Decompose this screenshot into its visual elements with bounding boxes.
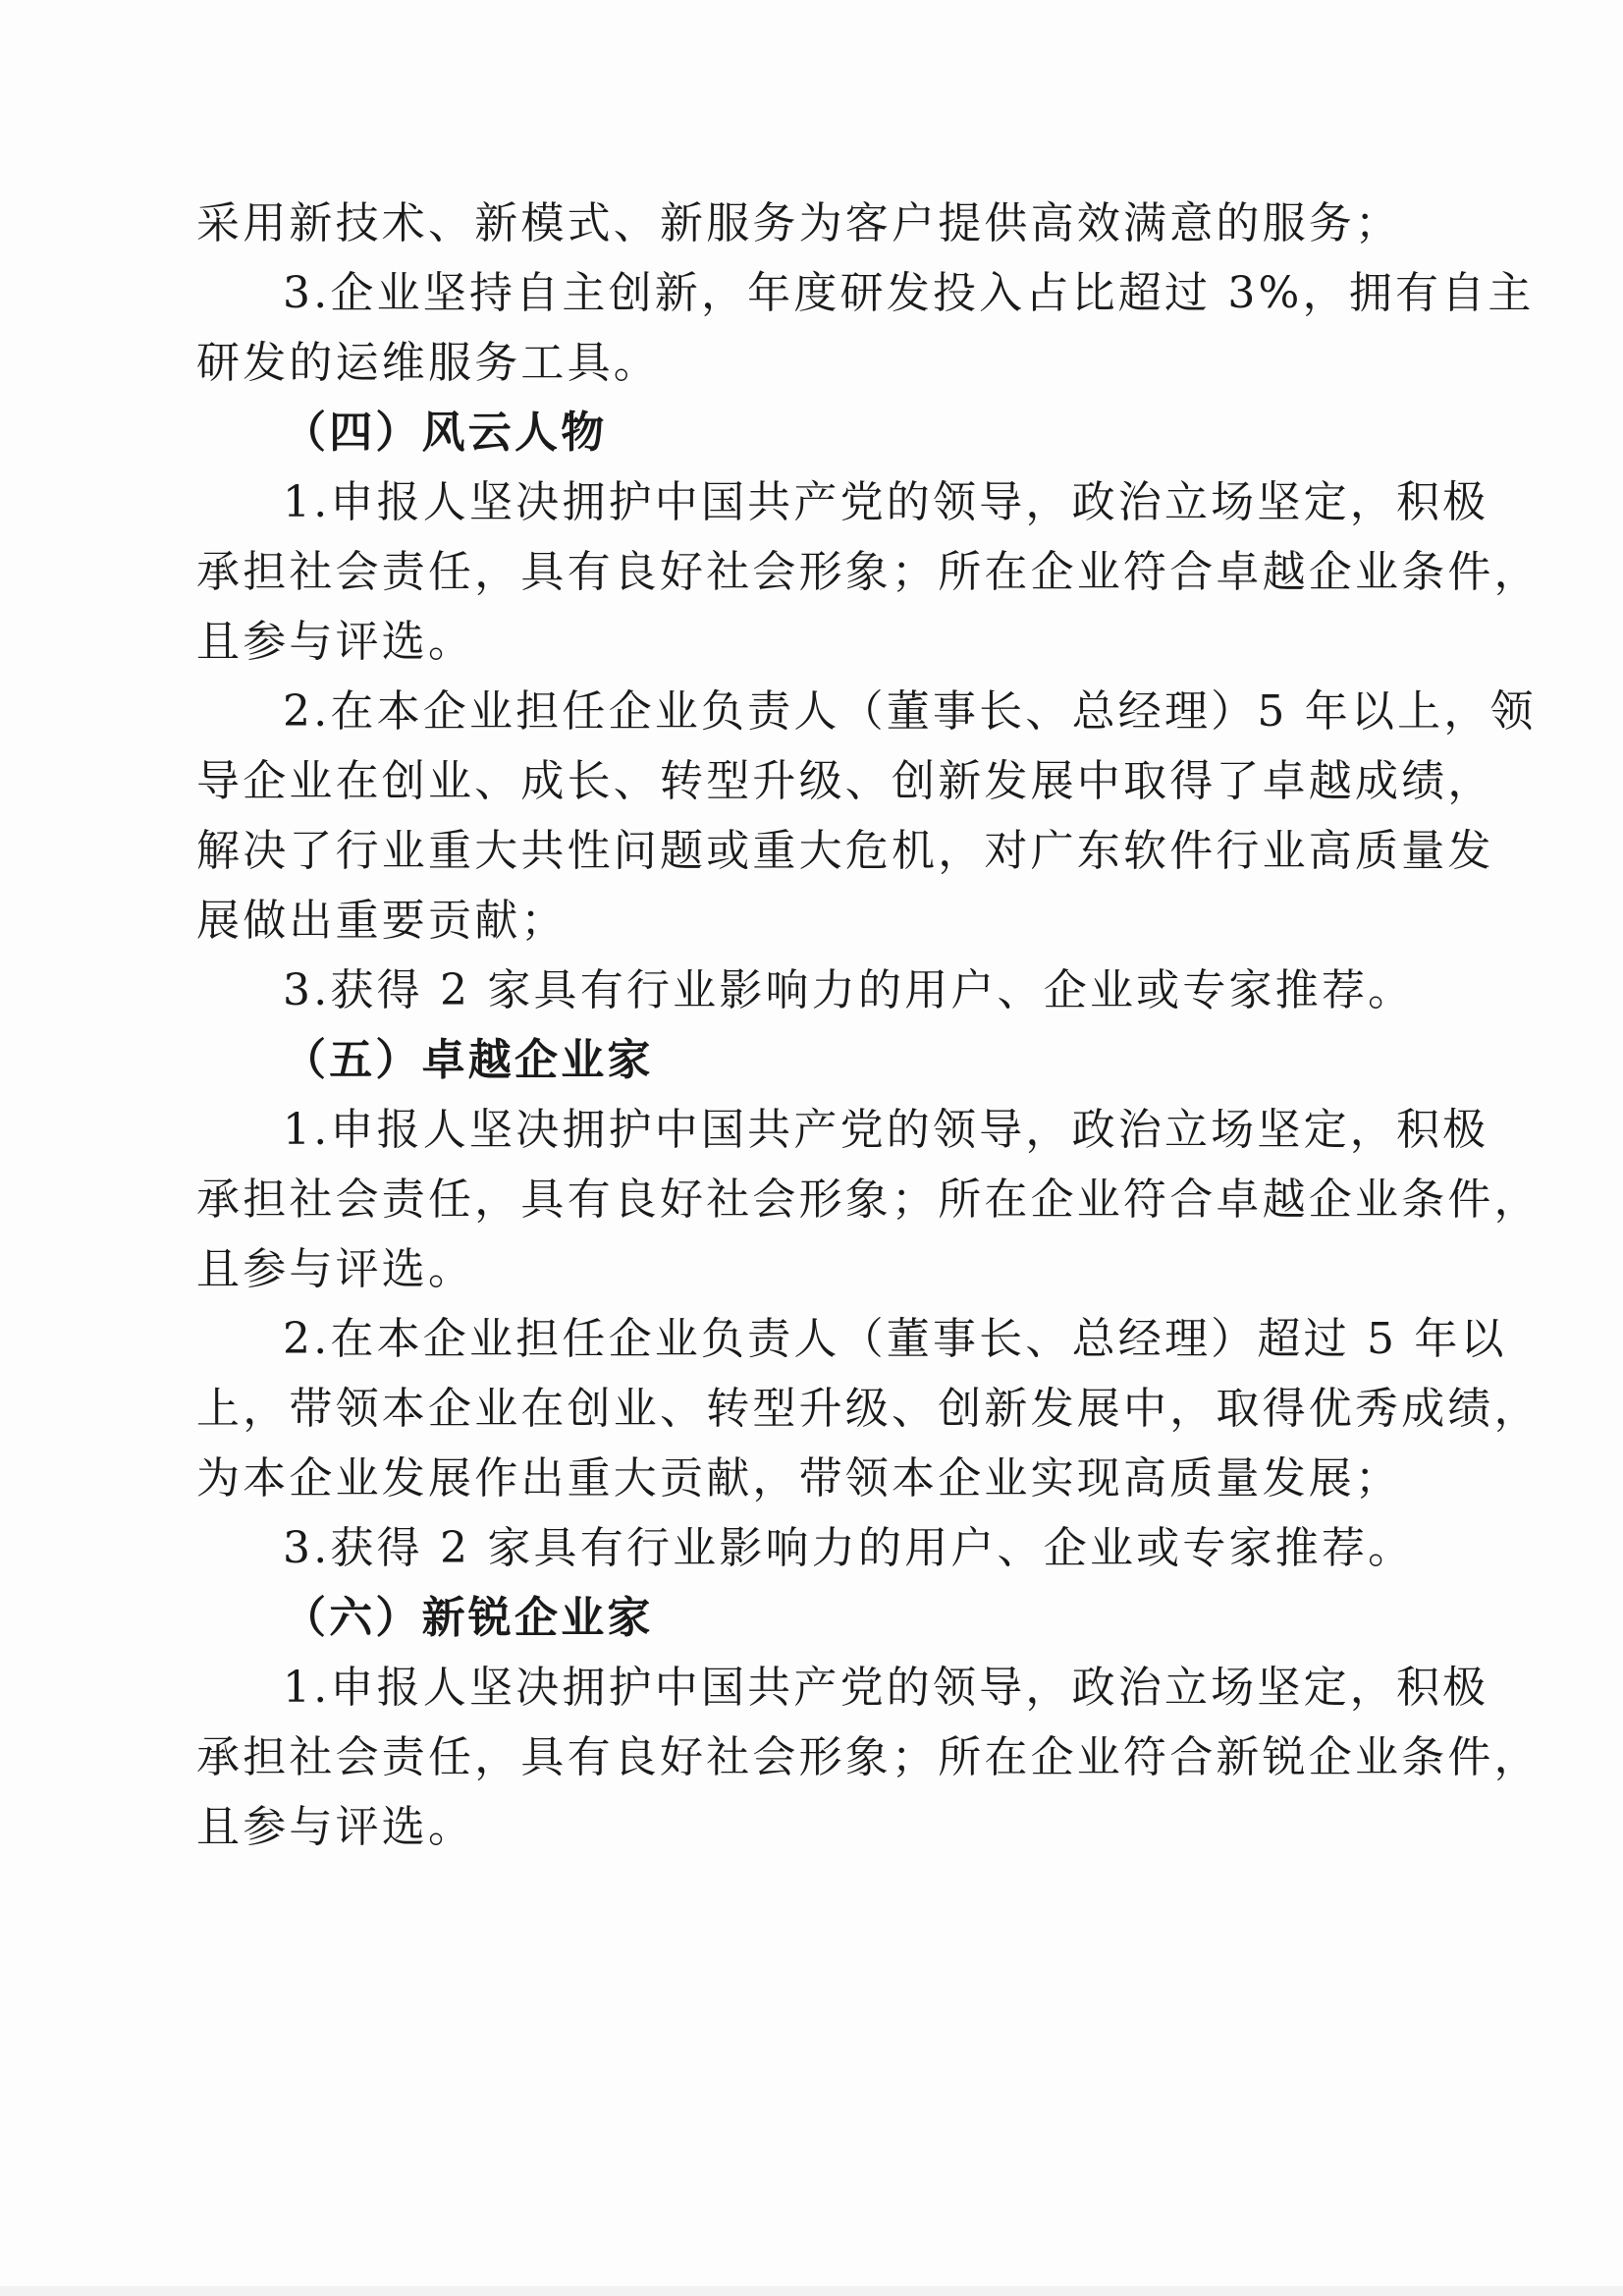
text-line: 承担社会责任，具有良好社会形象；所在企业符合新锐企业条件， [196, 1732, 1541, 1782]
text-line: 2.在本企业担任企业负责人（董事长、总经理）超过 5 年以 [283, 1314, 1507, 1364]
text-line: 解决了行业重大共性问题或重大危机，对广东软件行业高质量发 [196, 826, 1494, 876]
text-line: 1.申报人坚决拥护中国共产党的领导，政治立场坚定，积极 [283, 1105, 1489, 1155]
section-heading: （六）新锐企业家 [283, 1593, 654, 1643]
text-line: 1.申报人坚决拥护中国共产党的领导，政治立场坚定，积极 [283, 1663, 1489, 1713]
text-line: 为本企业发展作出重大贡献，带领本企业实现高质量发展； [196, 1453, 1402, 1503]
text-line: 3.获得 2 家具有行业影响力的用户、企业或专家推荐。 [283, 1523, 1415, 1573]
text-line: 导企业在创业、成长、转型升级、创新发展中取得了卓越成绩， [196, 756, 1494, 806]
text-line: 展做出重要贡献； [196, 896, 568, 946]
text-line: 2.在本企业担任企业负责人（董事长、总经理）5 年以上，领 [283, 686, 1537, 737]
section-heading: （五）卓越企业家 [283, 1035, 654, 1085]
text-line: 3.获得 2 家具有行业影响力的用户、企业或专家推荐。 [283, 965, 1415, 1015]
section-heading: （四）风云人物 [283, 408, 608, 458]
text-line: 上，带领本企业在创业、转型升级、创新发展中，取得优秀成绩， [196, 1384, 1541, 1434]
page-bottom-edge [0, 2286, 1623, 2296]
text-line: 3.企业坚持自主创新，年度研发投入占比超过 3%，拥有自主 [283, 268, 1535, 318]
text-line: 且参与评选。 [196, 1802, 475, 1852]
text-line: 且参与评选。 [196, 617, 475, 667]
text-line: 承担社会责任，具有良好社会形象；所在企业符合卓越企业条件， [196, 547, 1541, 597]
document-body [196, 189, 1541, 1862]
text-line: 承担社会责任，具有良好社会形象；所在企业符合卓越企业条件， [196, 1175, 1541, 1225]
text-line: 1.申报人坚决拥护中国共产党的领导，政治立场坚定，积极 [283, 477, 1489, 527]
text-line: 且参与评选。 [196, 1244, 475, 1294]
text-line: 采用新技术、新模式、新服务为客户提供高效满意的服务； [196, 198, 1402, 248]
text-line: 研发的运维服务工具。 [196, 338, 660, 388]
